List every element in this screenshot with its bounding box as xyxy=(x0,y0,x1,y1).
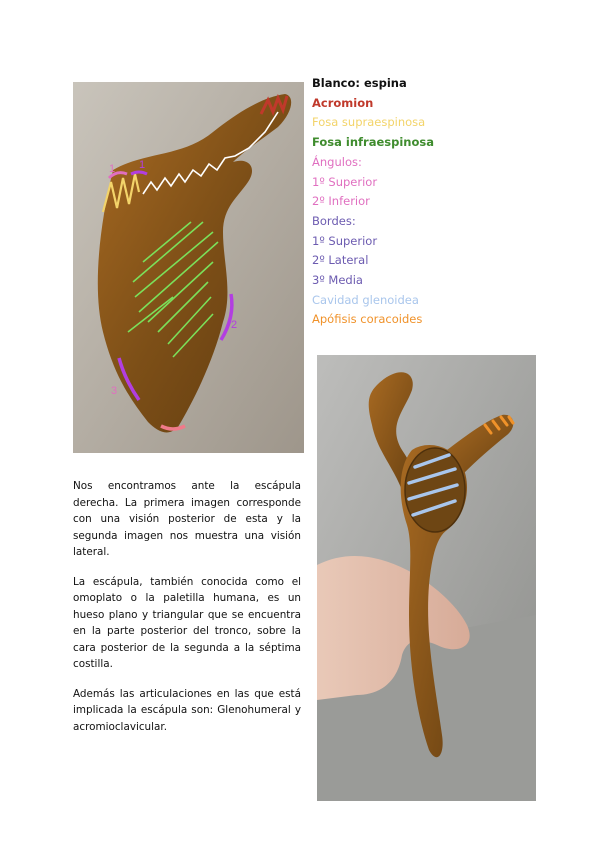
legend-item: Apófisis coracoides xyxy=(312,312,423,327)
legend-item: 1º Superior xyxy=(312,174,378,189)
legend-item: Bordes: xyxy=(312,213,356,228)
legend-item: Fosa supraespinosa xyxy=(312,115,426,130)
scapula-posterior-photo xyxy=(73,82,304,453)
legend-item: Acromion xyxy=(312,95,374,110)
angle-label-superior: 1 xyxy=(109,163,116,175)
color-legend xyxy=(312,74,512,330)
scapula-posterior-illustration xyxy=(73,82,304,453)
legend-item: 2º Inferior xyxy=(312,194,370,209)
border-label-medial: 3 xyxy=(111,385,118,397)
paragraph-articulations: Además las articulaciones en las que está implicada la escápula son: Glenohumeral y acromioclavicular. xyxy=(73,687,301,733)
legend-item: 2º Lateral xyxy=(312,253,369,268)
scapula-lateral-illustration xyxy=(317,355,536,801)
scapula-lateral-photo xyxy=(317,355,536,801)
paragraph-description: La escápula, también conocida como el omoplato o la paletilla humana, es un hueso plano y triangular que se encuentra en la parte posterior del tronco, sobre la cara posterior de la segunda a la séptima costilla. xyxy=(73,575,301,670)
legend-item: Blanco: espina xyxy=(312,76,407,90)
border-label-superior: 1 xyxy=(139,159,146,171)
body-text xyxy=(73,478,301,748)
legend-item: Ángulos: xyxy=(312,154,362,169)
legend-item: 1º Superior xyxy=(312,233,378,248)
legend-item: Cavidad glenoidea xyxy=(312,292,419,307)
paragraph-intro: Nos encontramos ante la escápula derecha. La primera imagen corresponde con una visión posterior de esta y la segunda imagen nos muestra una visión lateral. xyxy=(73,480,301,558)
legend-item: Fosa infraespinosa xyxy=(312,135,434,150)
legend-item: 3º Media xyxy=(312,273,363,288)
border-label-lateral: 2 xyxy=(231,319,238,331)
